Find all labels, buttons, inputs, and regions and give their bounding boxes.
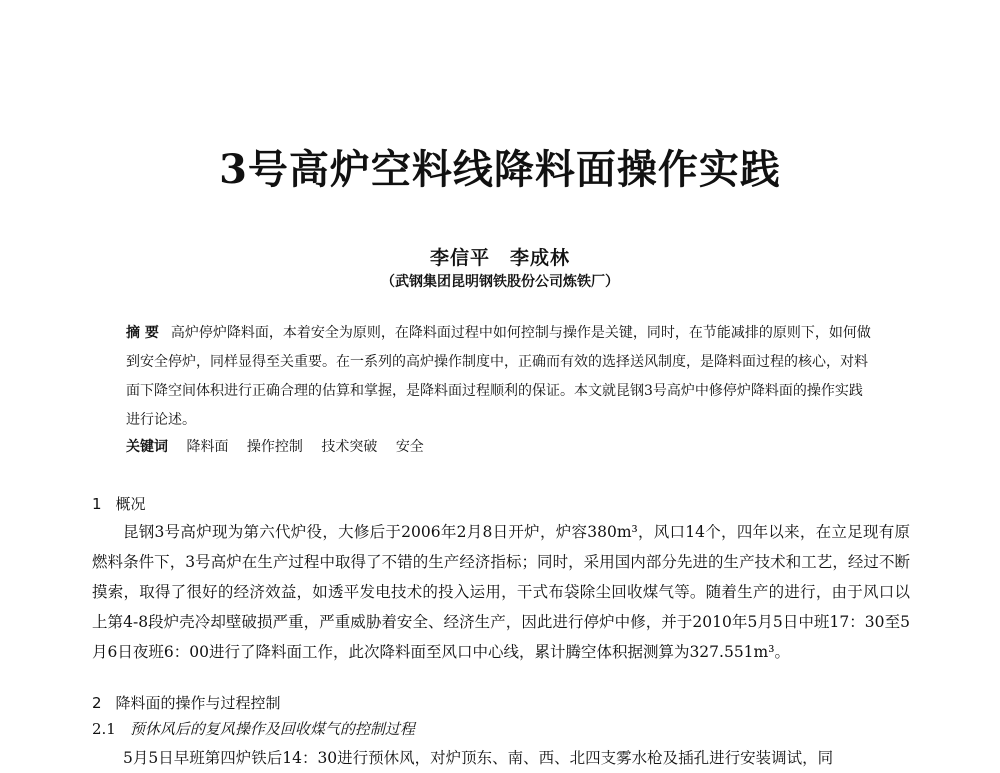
keyword: 安全 [395,439,424,455]
section-number: 1 [92,495,102,513]
keyword: 技术突破 [321,439,378,455]
keywords-block [126,436,876,456]
keywords-label: 关键词 [126,439,168,455]
abstract-label: 摘 要 [126,325,159,341]
subsection-2-1-heading [92,718,415,739]
section-number: 2 [92,694,102,712]
paper-authors: 李信平 李成林 [429,247,570,269]
section-title: 降料面的操作与过程控制 [115,694,281,712]
subsection-title: 预休风后的复风操作及回收煤气的控制过程 [129,720,415,738]
subsection-2-1-body: 5月5日早班第四炉铁后14：30进行预休风，对炉顶东、南、西、北四支雾水枪及插孔进行安装调试，同 [123,749,834,767]
abstract-block [126,319,876,435]
section-2-heading [92,692,281,713]
keyword: 降料面 [186,439,229,455]
keyword: 操作控制 [246,439,303,455]
paper-title: 3号高炉空料线降料面操作实践 [219,146,781,193]
abstract-text: 高炉停炉降料面，本着安全为原则，在降料面过程中如何控制与操作是关键，同时，在节能减排的原则下，如何做到安全停炉，同样显得至关重要。在一系列的高炉操作制度中，正确而有效的选择送风制度，是降料面过程的核心，对料面下降空间体积进行正确合理的估算和掌握，是降料面过程顺利的保证。本文就昆钢3号高炉中修停炉降料面的操作实践进行论述。 [126,325,871,428]
subsection-number: 2.1 [92,720,116,738]
paper-affiliation: （武钢集团昆明钢铁股份公司炼铁厂） [381,274,619,290]
section-1-body: 昆钢3号高炉现为第六代炉役，大修后于2006年2月8日开炉，炉容380m³，风口14个，四年以来，在立足现有原燃料条件下，3号高炉在生产过程中取得了不错的生产经济指标；同时，采用国内部分先进的生产技术和工艺，经过不断摸索，取得了很好的经济效益，如透平发电技术的投入运用，干式布袋除尘回收煤气等。随着生产的进行，由于风口以上第4-8段炉壳冷却壁破损严重，严重威胁着安全、经济生产，因此进行停炉中修，并于2010年5月5日中班17：30至5月6日夜班6：00进行了降料面工作，此次降料面至风口中心线，累计腾空体积据测算为327.551m³。 [92,523,910,661]
section-title: 概况 [115,495,146,513]
section-1-heading [92,493,146,514]
